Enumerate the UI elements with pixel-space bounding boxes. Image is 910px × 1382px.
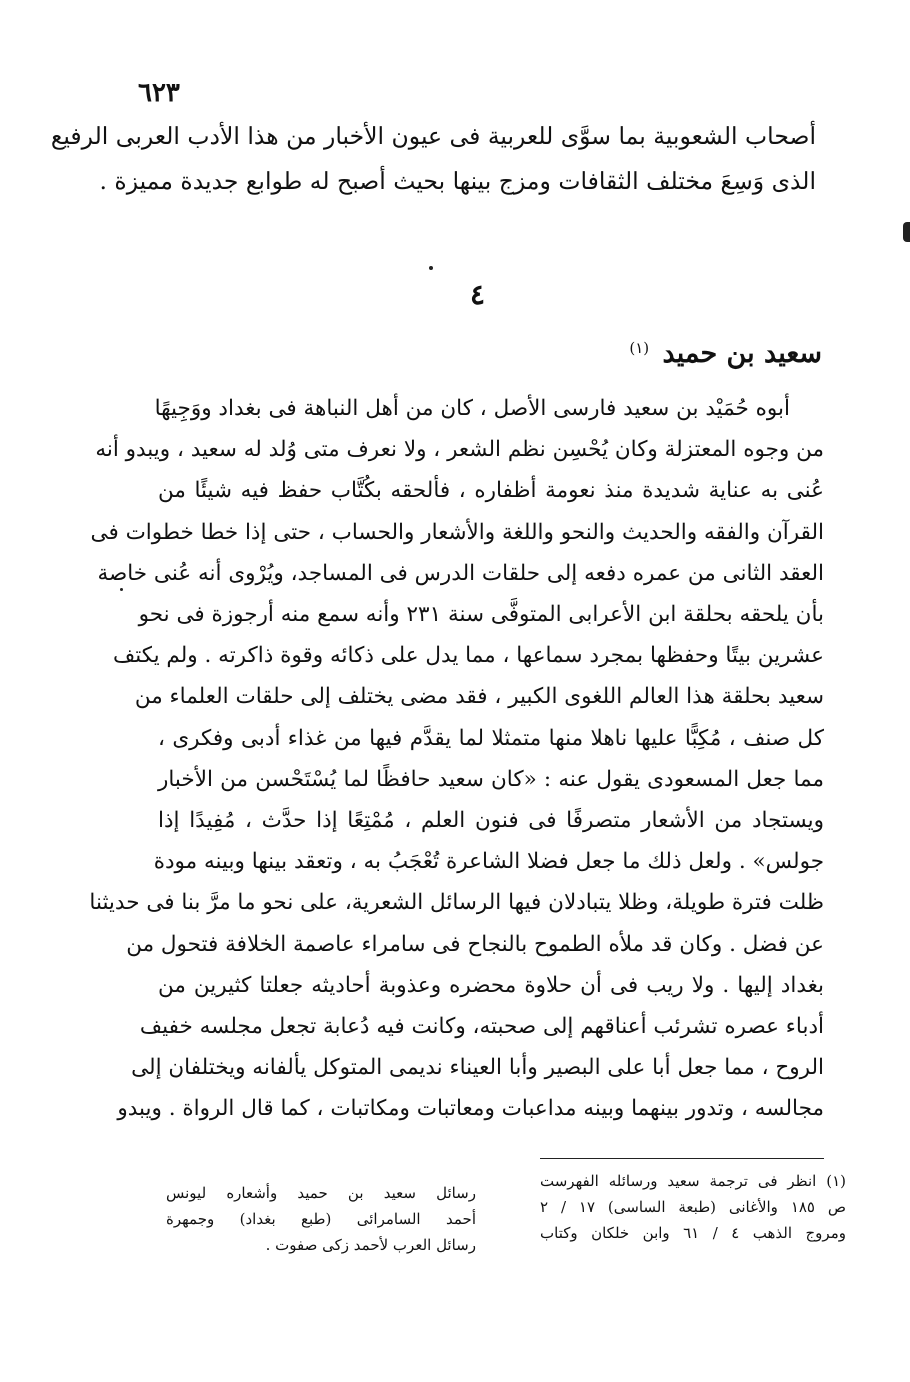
body-text — [89, 388, 824, 1130]
body-line: ويستجاد من الأشعار متصرفًا فى فنون العلم ، مُمْتِعًا إذا حدَّث ، مُفِيدًا إذا — [158, 808, 824, 834]
footnote-column-left — [166, 1180, 476, 1258]
body-line: بغداد إليها . ولا ريب فى أن حلاوة محضره وعذوبة أحاديثه جعلتا كثيرين من — [158, 972, 824, 998]
footnote-column-right — [540, 1168, 846, 1246]
body-line: كل صنف ، مُكِبًّا عليها ناهلا منها متمثلا لما يقدَّم فيها من غذاء أدبى وفكرى ، — [158, 725, 824, 751]
body-line: مجالسه ، وتدور بينهما وبينه مداعبات ومعاتبات ومكاتبات ، كما قال الرواة . ويبدو — [117, 1096, 824, 1122]
section-number: ٤ — [470, 278, 486, 311]
page-number: ٦٢٣ — [138, 78, 180, 108]
body-line: القرآن والفقه والحديث والنحو واللغة والأشعار والحساب ، حتى إذا خطا خطوات فى — [90, 519, 824, 545]
body-line: ظلت فترة طويلة، وظلا يتبادلان فيها الرسائل الشعرية، على نحو ما مرَّ بنا فى حديثنا — [89, 890, 824, 916]
section-heading — [629, 338, 822, 369]
footnote-line: أحمد السامرائى (طبع بغداد) وجمهرة — [166, 1210, 476, 1228]
body-line: عُنى به عناية شديدة منذ نعومة أظفاره ، فألحقه بكُتَّاب حفظ فيه شيئًا من — [158, 478, 824, 504]
footnote-line: رسائل سعيد بن حميد وأشعاره ليونس — [166, 1184, 476, 1202]
scan-speck — [903, 222, 910, 242]
intro-line: أصحاب الشعوبية بما سوَّى للعربية فى عيون الأخبار من هذا الأدب العربى الرفيع — [50, 122, 816, 150]
footnote-line: (١) انظر فى ترجمة سعيد ورسائله الفهرست — [540, 1172, 846, 1190]
body-line: أدباء عصره تشرئب أعناقهم إلى صحبته، وكانت فيه دُعابة تجعل مجلسه خفيف — [139, 1014, 824, 1040]
heading-title: سعيد بن حميد — [662, 338, 822, 369]
footnote-line: ومروج الذهب ٤ / ٦١ وابن خلكان وكتاب — [540, 1224, 846, 1242]
body-line: بأن يلحقه بحلقة ابن الأعرابى المتوفَّى سنة ٢٣١ وأنه سمع منه أرجوزة فى نحو — [138, 602, 824, 628]
body-line: أبوه حُمَيْد بن سعيد فارسى الأصل ، كان من أهل النباهة فى بغداد ووَجِيهًا — [154, 396, 790, 421]
body-line: من وجوه المعتزلة وكان يُحْسِن نظم الشعر ، ولا نعرف متى وُلد له سعيد ، ويبدو أنه — [95, 437, 824, 463]
body-line: عشرين بيتًا وحفظها بمجرد سماعها ، مما يدل على ذكائه وقوة ذاكرته . ولم يكتف — [112, 643, 824, 669]
body-line: الروح ، مما جعل أبا على البصير وأبا العيناء نديمى المتوكل يألفانه ويختلفان إلى — [131, 1055, 824, 1081]
footnote-line: ص ١٨٥ والأغانى (طبعة الساسى) ١٧ / ٢ — [540, 1198, 847, 1216]
body-line: سعيد بحلقة هذا العالم اللغوى الكبير ، فقد مضى يختلف إلى حلقات العلماء من — [134, 684, 824, 710]
body-line: مما جعل المسعودى يقول عنه : «كان سعيد حافظًا لما يُسْتَحْسن من الأخبار — [158, 766, 824, 792]
intro-paragraph — [50, 114, 816, 204]
footnote-divider — [540, 1158, 824, 1159]
scan-speck — [429, 266, 433, 270]
body-line: العقد الثانى من عمره دفعه إلى حلقات الدرس فى المساجد، ويُرْوى أنه عُنى خاصة — [97, 560, 824, 586]
body-line: عن فضل . وكان قد ملأه الطموح بالنجاح فى سامراء عاصمة الخلافة فتحول من — [126, 931, 824, 957]
footnote-reference: (١) — [629, 339, 650, 357]
footnote-line: رسائل العرب لأحمد زكى صفوت . — [265, 1236, 476, 1254]
body-line: جولس» . ولعل ذلك ما جعل فضلا الشاعرة تُعْجَبُ به ، وتعقد بينها وبينه مودة — [153, 849, 824, 875]
scan-speck — [120, 588, 123, 591]
intro-line: الذى وَسِعَ مختلف الثقافات ومزج بينها بحيث أصبح له طوابع جديدة مميزة . — [99, 167, 816, 195]
